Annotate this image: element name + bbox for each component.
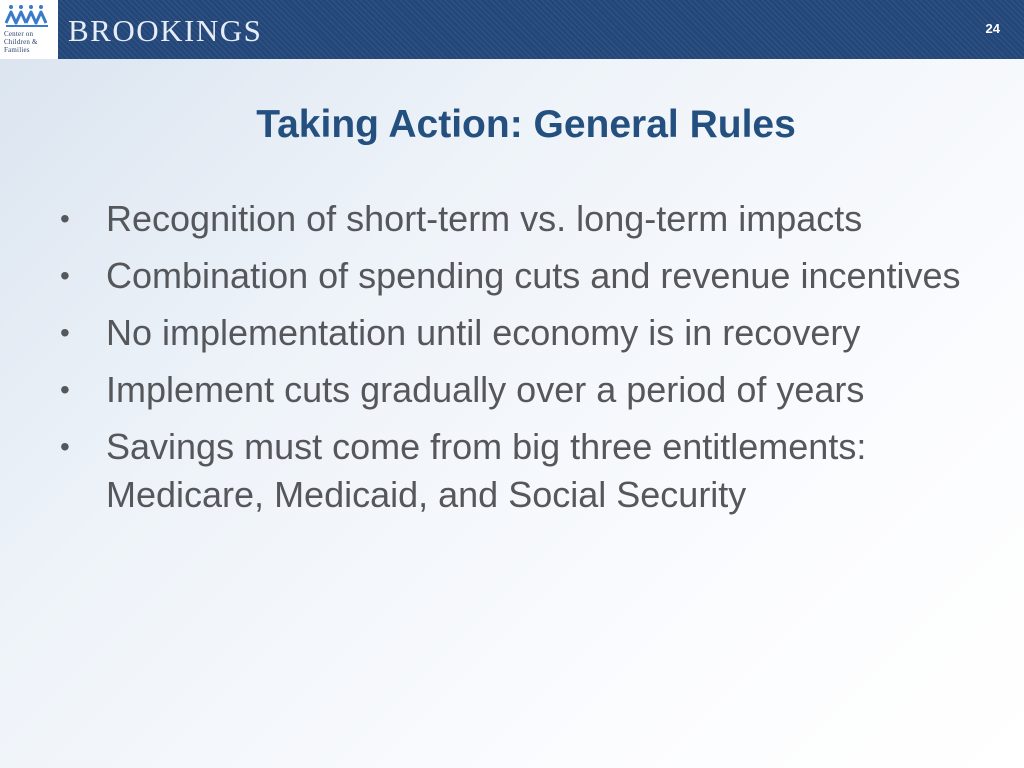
bullet-dot-icon: • xyxy=(60,260,70,291)
bullet-item xyxy=(58,195,1018,243)
bullet-text: Savings must come from big three entitlements: Medicare, Medicaid, and Social Security xyxy=(106,426,867,515)
bullet-item xyxy=(58,252,1018,300)
bullet-text: No implementation until economy is in recovery xyxy=(106,312,861,353)
logo-line-2: Children & xyxy=(4,38,38,46)
center-logo xyxy=(0,0,58,59)
brand-name: BROOKINGS xyxy=(68,13,263,48)
bullet-item xyxy=(58,423,1018,519)
bullet-dot-icon: • xyxy=(60,317,70,348)
logo-line-3: Families xyxy=(4,46,30,54)
family-figures-icon xyxy=(3,3,55,29)
bullet-item xyxy=(58,366,1018,414)
bullet-item xyxy=(58,309,1018,357)
page-number: 24 xyxy=(985,21,1000,36)
logo-line-1: Center on xyxy=(4,30,34,38)
header-bar xyxy=(0,0,1024,59)
bullet-list xyxy=(58,195,1018,528)
slide-title: Taking Action: General Rules xyxy=(256,103,796,146)
logo-text xyxy=(4,30,58,54)
bullet-text: Combination of spending cuts and revenue incentives xyxy=(106,255,961,296)
bullet-dot-icon: • xyxy=(60,203,70,234)
bullet-dot-icon: • xyxy=(60,374,70,405)
bullet-text: Implement cuts gradually over a period of years xyxy=(106,369,865,410)
bullet-text: Recognition of short-term vs. long-term impacts xyxy=(106,198,863,239)
bullet-dot-icon: • xyxy=(60,431,70,462)
